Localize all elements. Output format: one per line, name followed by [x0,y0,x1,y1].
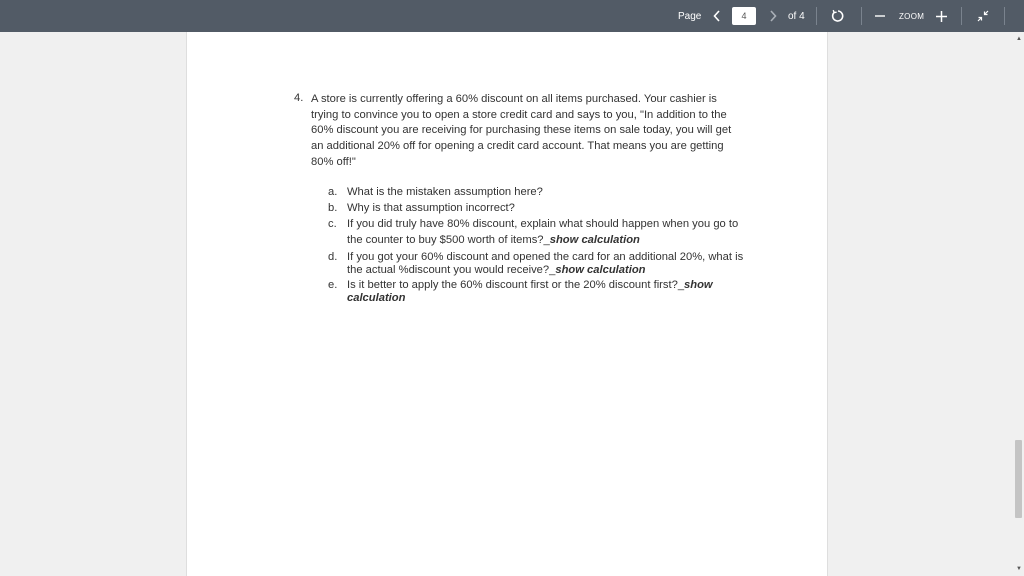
toolbar-divider [816,7,817,25]
scrollbar-thumb[interactable] [1015,440,1022,518]
sub-question-text: If you got your 60% discount and opened the card for an additional 20%, what is the actual %discount you would receive?_ [347,251,744,276]
total-pages-label: of 4 [788,10,805,22]
toolbar-divider [1004,7,1005,25]
sub-question-letter: c. [328,218,337,230]
chevron-right-icon [769,10,777,22]
document-page [186,32,828,576]
sub-question-text: If you did truly have 80% discount, explain what should happen when you go to the counter to buy $500 worth of items?_ [347,218,739,246]
show-calculation-label: show calculation [347,279,713,304]
sub-question-a [328,185,748,201]
toolbar-divider [961,7,962,25]
show-calculation-label: show calculation [555,263,646,276]
sub-question-letter: e. [328,279,338,291]
next-page-button[interactable] [766,0,780,32]
sub-question-list [328,185,748,305]
zoom-in-button[interactable] [934,0,948,32]
previous-page-button[interactable] [710,0,724,32]
sub-question-text: Why is that assumption incorrect? [347,201,515,214]
rotate-button[interactable] [829,0,847,32]
question-text: A store is currently offering a 60% discount on all items purchased. Your cashier is trying to convince you to open a store credit card and says to you, "In addition to the 60% discount you are receiving for purchasing these items on sale today, you will get an additional 20% off for opening a credit card account. That means you are getting 80% off!" [311,93,732,168]
plus-icon [936,11,947,22]
document-viewer [0,32,1024,576]
sub-question-letter: d. [328,251,338,263]
zoom-label: ZOOM [899,11,925,21]
sub-question-d [328,251,748,276]
sub-question-letter: b. [328,201,338,214]
toolbar-divider [861,7,862,25]
scroll-up-arrow-icon[interactable]: ▲ [1016,36,1022,42]
chevron-left-icon [713,10,721,22]
pdf-toolbar [0,0,1024,32]
show-calculation-label: show calculation [549,234,640,246]
sub-question-b [328,201,748,217]
sub-question-letter: a. [328,186,338,198]
page-number-input[interactable] [732,7,756,25]
zoom-out-button[interactable] [874,0,886,32]
rotate-icon [831,9,845,23]
sub-question-e [328,279,748,305]
collapse-button[interactable] [975,0,991,32]
question-number: 4. [294,92,304,104]
minus-icon [875,11,885,21]
collapse-icon [977,10,989,22]
sub-question-text: Is it better to apply the 60% discount first or the 20% discount first?_ [347,279,685,291]
sub-question-text: What is the mistaken assumption here? [347,186,543,198]
page-label: Page [678,10,702,22]
sub-question-c [328,216,748,248]
scroll-down-arrow-icon[interactable]: ▼ [1016,566,1022,572]
